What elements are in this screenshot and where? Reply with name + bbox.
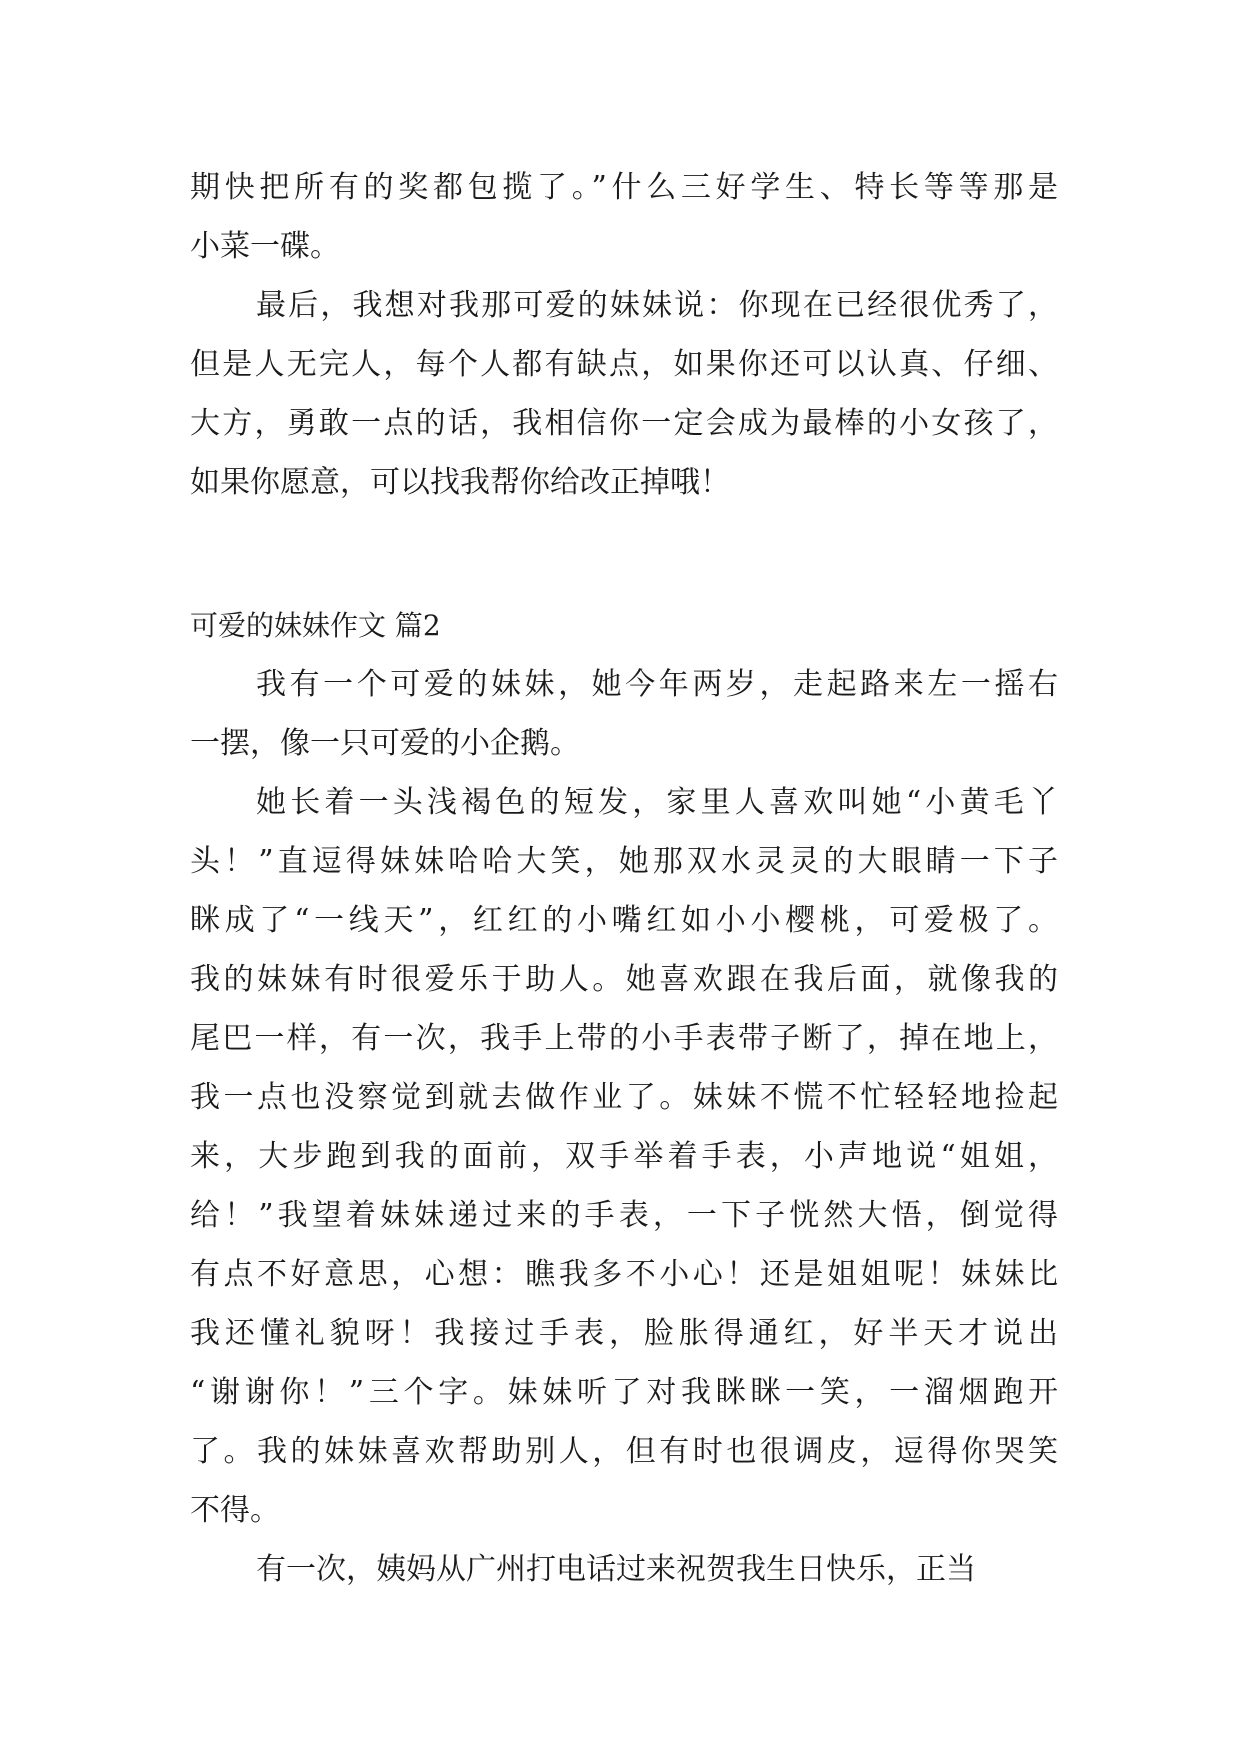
text-line: 了。我的妹妹喜欢帮助别人，但有时也很调皮，逗得你哭笑: [190, 1434, 1058, 1469]
text-line: 我还懂礼貌呀！我接过手表，脸胀得通红，好半天才说出: [190, 1316, 1058, 1351]
text-line: 有一次，姨妈从广州打电话过来祝贺我生日快乐，正当: [256, 1552, 976, 1587]
text-line: 最后，我想对我那可爱的妹妹说：你现在已经很优秀了，: [256, 288, 1058, 323]
text-line: 眯成了“一线天”，红红的小嘴红如小小樱桃，可爱极了。: [190, 903, 1058, 938]
text-line: 她长着一头浅褐色的短发，家里人喜欢叫她“小黄毛丫: [256, 785, 1058, 820]
text-line: 但是人无完人，每个人都有缺点，如果你还可以认真、仔细、: [190, 347, 1058, 382]
text-line: 小菜一碟。: [190, 229, 340, 264]
section-gap: [190, 512, 1058, 596]
text-line: 如果你愿意，可以找我帮你给改正掉哦！: [190, 465, 730, 500]
text-line: 不得。: [190, 1493, 280, 1528]
text-line: 一摆，像一只可爱的小企鹅。: [190, 726, 580, 761]
text-line: 给！”我望着妹妹递过来的手表，一下子恍然大悟，倒觉得: [190, 1198, 1058, 1233]
text-line: 期快把所有的奖都包揽了。”什么三好学生、特长等等那是: [190, 170, 1058, 205]
text-line: “谢谢你！”三个字。妹妹听了对我眯眯一笑，一溜烟跑开: [190, 1375, 1058, 1410]
text-line: 有点不好意思，心想：瞧我多不小心！还是姐姐呢！妹妹比: [190, 1257, 1058, 1292]
text-line: 头！”直逗得妹妹哈哈大笑，她那双水灵灵的大眼睛一下子: [190, 844, 1058, 879]
text-line: 大方，勇敢一点的话，我相信你一定会成为最棒的小女孩了，: [190, 406, 1058, 441]
section-heading: 可爱的妹妹作文 篇2: [190, 609, 441, 642]
text-line: 尾巴一样，有一次，我手上带的小手表带子断了，掉在地上，: [190, 1021, 1058, 1056]
text-line: 我有一个可爱的妹妹，她今年两岁，走起路来左一摇右: [256, 667, 1058, 702]
document-body: [190, 158, 1058, 1599]
text-line: 我一点也没察觉到就去做作业了。妹妹不慌不忙轻轻地捡起: [190, 1080, 1058, 1115]
text-line: 我的妹妹有时很爱乐于助人。她喜欢跟在我后面，就像我的: [190, 962, 1058, 997]
text-line: 来，大步跑到我的面前，双手举着手表，小声地说“姐姐，: [190, 1139, 1058, 1174]
